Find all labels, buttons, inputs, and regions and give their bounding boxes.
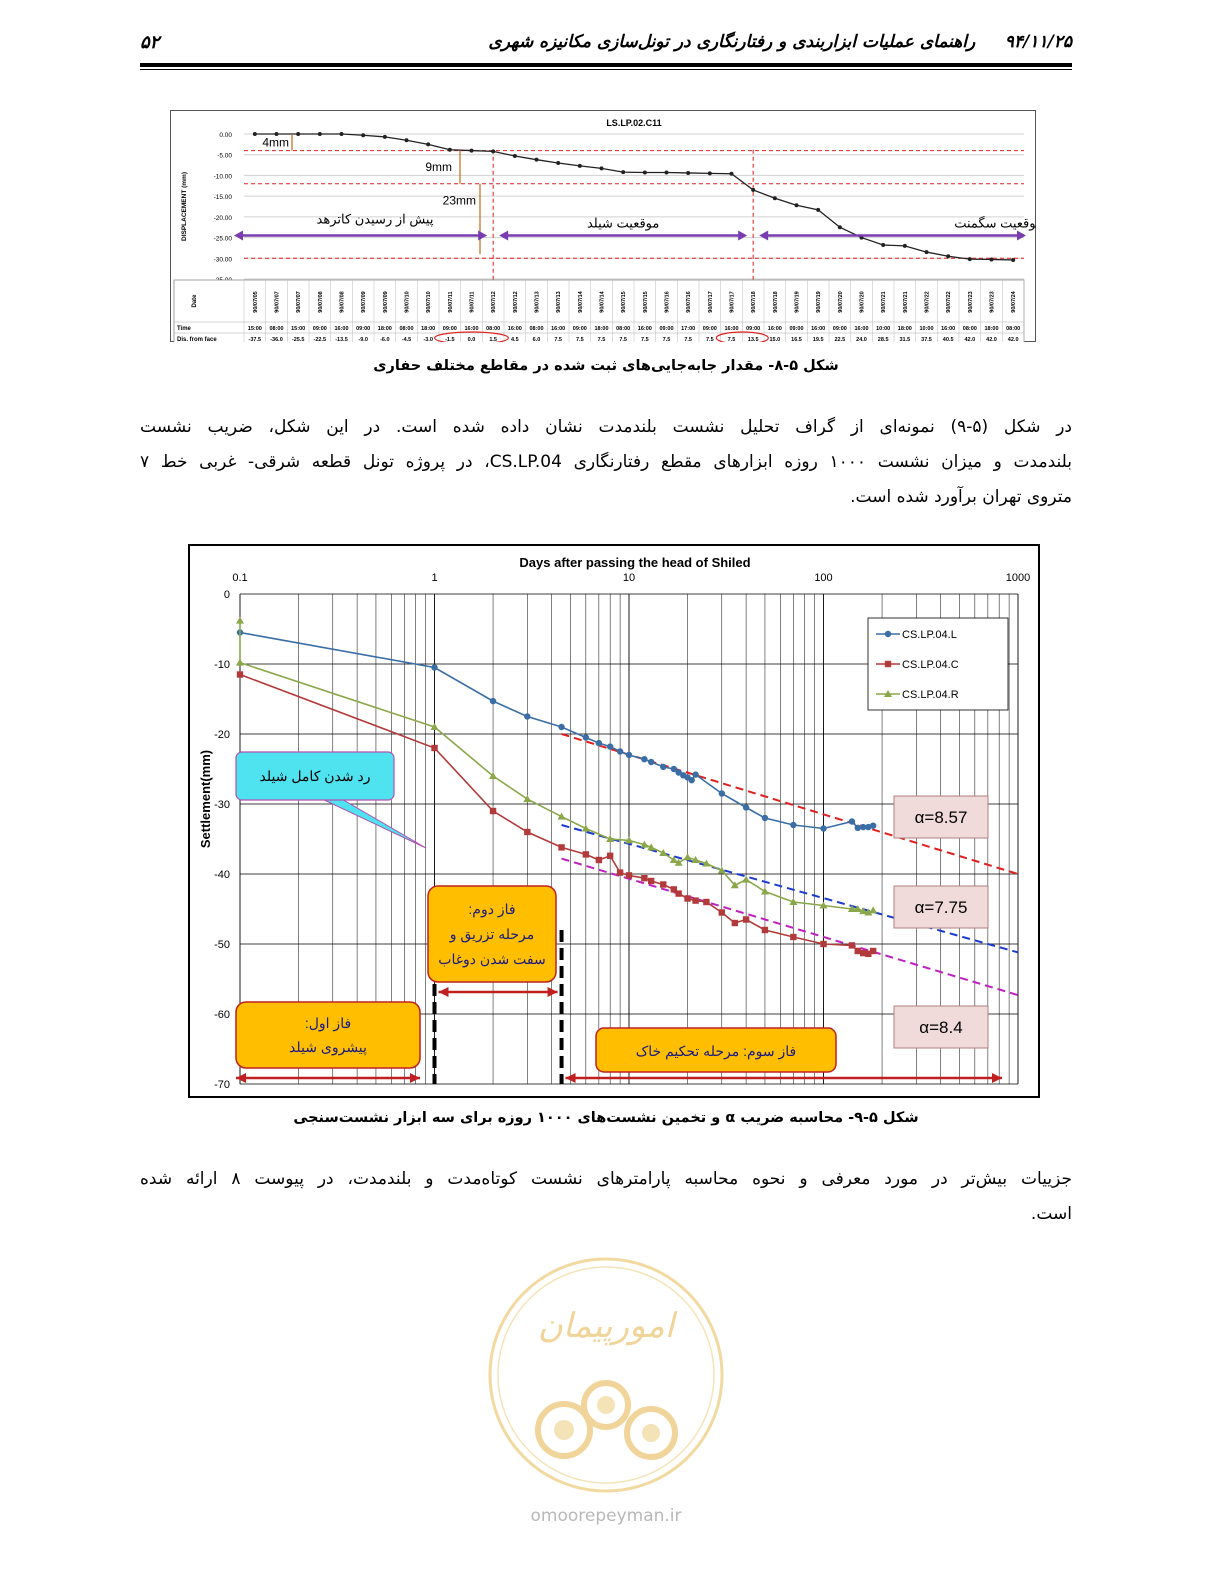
table-date: 90/07/18 — [751, 291, 758, 313]
table-distance: -22.5 — [313, 337, 327, 342]
data-point — [795, 203, 799, 207]
phase-2-label: فاز دوم: — [468, 901, 516, 917]
table-distance: -25.5 — [291, 337, 305, 342]
table-distance: -4.5 — [401, 337, 412, 342]
phase-1-range-arrow-head-right — [410, 1073, 420, 1083]
table-row-label: Dis. from face — [177, 337, 217, 342]
data-point — [703, 899, 709, 905]
data-point — [692, 897, 698, 903]
table-distance: 7.5 — [554, 337, 562, 342]
table-date: 90/07/10 — [426, 291, 433, 313]
displacement-chart — [170, 110, 1036, 342]
data-point — [583, 851, 589, 857]
table-time: 09:00 — [442, 326, 457, 332]
paragraph-1-line-2: بلندمدت و میزان نشست ۱۰۰۰ روزه ابزارهای مقطع رفتارنگاری CS.LP.04، در پروژه تونل قطعه شرقی- غربی خط ۷ — [140, 452, 1073, 472]
data-point — [881, 243, 885, 247]
data-point — [968, 257, 972, 261]
data-point — [686, 171, 690, 175]
phase-1-label: پیشروی شیلد — [289, 1039, 367, 1055]
y-tick-label: -5.00 — [217, 152, 232, 160]
data-point — [617, 869, 623, 875]
table-time: 18:00 — [594, 326, 609, 332]
data-point — [762, 927, 768, 933]
paragraph-1-line-1: در شکل (۵-۹) نمونه‌ای از گراف تحلیل نشست بلندمدت نشان داده شده است. در این شکل، ضریب نشست — [140, 417, 1072, 437]
phase-label-segment: موقعیت سگمنت — [954, 215, 1036, 231]
data-point — [855, 825, 861, 831]
legend-label: CS.LP.04.L — [902, 629, 957, 641]
table-time: 09:00 — [702, 326, 717, 332]
table-time: 08:00 — [399, 326, 414, 332]
watermark-text: امورپیمان — [537, 1307, 675, 1345]
table-time: 08:00 — [486, 326, 501, 332]
table-distance: 40.5 — [942, 337, 954, 342]
y-tick-label: -60 — [214, 1009, 230, 1021]
data-point — [607, 853, 613, 859]
data-point — [524, 713, 530, 719]
figure-1 — [170, 110, 1036, 342]
x-tick-label: 1000 — [1005, 572, 1031, 584]
table-distance: 7.5 — [576, 337, 584, 342]
table-time: 18:00 — [421, 326, 436, 332]
y-axis-label: DISPLACEMENT (mm) — [181, 172, 188, 241]
header-rule-thick — [140, 63, 1072, 67]
alpha-label: α=7.75 — [914, 898, 968, 917]
shield-passed-label: رد شدن کامل شیلد — [259, 768, 371, 784]
table-time: 16:00 — [724, 326, 739, 332]
callout-pointer — [320, 798, 426, 848]
table-time: 16:00 — [464, 326, 479, 332]
legend-marker — [885, 661, 891, 667]
table-date: 90/07/19 — [816, 291, 823, 313]
x-tick-label: 0.1 — [232, 572, 248, 584]
table-date: 90/07/16 — [664, 291, 671, 313]
table-date: 90/07/21 — [881, 291, 888, 313]
table-time: 09:00 — [312, 326, 327, 332]
data-point — [558, 724, 564, 730]
data-point — [490, 808, 496, 814]
data-point — [535, 158, 539, 162]
table-distance: -9.0 — [358, 337, 368, 342]
table-date: 90/07/09 — [361, 291, 368, 313]
data-point — [596, 857, 602, 863]
data-point — [405, 138, 409, 142]
data-point — [626, 752, 632, 758]
data-point — [431, 664, 437, 670]
data-point — [688, 777, 694, 783]
table-row-label: Date — [192, 294, 198, 308]
table-time: 09:00 — [746, 326, 761, 332]
table-date: 90/07/23 — [967, 291, 974, 313]
data-point — [617, 748, 623, 754]
data-point — [708, 171, 712, 175]
data-point — [761, 888, 769, 895]
table-time: 08:00 — [529, 326, 544, 332]
table-row-label: Time — [177, 326, 191, 332]
phase-label-shield: موقعیت شیلد — [586, 215, 660, 231]
phase-1-box — [236, 1002, 420, 1068]
table-time: 15:00 — [291, 326, 306, 332]
phase-1-range-arrow-head-left — [236, 1073, 246, 1083]
phase-1-label: فاز اول: — [304, 1015, 352, 1031]
table-time: 18:00 — [377, 326, 392, 332]
table-distance: 42.0 — [986, 337, 997, 342]
y-tick-label: -30.00 — [213, 256, 232, 264]
table-date: 90/07/22 — [946, 291, 953, 313]
data-point — [648, 759, 654, 765]
data-point — [578, 164, 582, 168]
data-point — [692, 771, 698, 777]
data-point — [296, 132, 300, 136]
table-time: 09:00 — [659, 326, 674, 332]
table-date: 90/07/11 — [447, 291, 454, 313]
phase-2-label: مرحله تزریق و — [449, 926, 535, 942]
data-point — [790, 934, 796, 940]
page-header — [140, 32, 1072, 66]
table-time: 09:00 — [789, 326, 804, 332]
data-point — [253, 132, 257, 136]
data-point — [524, 829, 530, 835]
data-point — [660, 881, 666, 887]
data-point — [946, 254, 950, 258]
table-date: 90/07/11 — [469, 291, 476, 313]
data-point — [236, 617, 244, 624]
alpha-label: α=8.57 — [914, 808, 968, 827]
data-point — [470, 149, 474, 153]
table-distance: 16.5 — [791, 337, 802, 342]
table-distance: 6.0 — [532, 337, 541, 342]
table-time: 16:00 — [551, 326, 566, 332]
data-point — [318, 132, 322, 136]
table-date: 90/07/05 — [252, 291, 259, 313]
table-date: 90/07/07 — [296, 291, 303, 313]
table-date: 90/07/08 — [339, 291, 346, 313]
data-point — [816, 208, 820, 212]
table-date: 90/07/12 — [491, 291, 498, 313]
table-distance: 28.5 — [877, 337, 889, 342]
table-distance: 7.5 — [684, 337, 692, 342]
table-distance: 4.5 — [511, 337, 519, 342]
table-date: 90/07/10 — [404, 291, 411, 313]
data-point — [665, 171, 669, 175]
table-distance: 7.5 — [641, 337, 649, 342]
dim-label-23mm: 23mm — [442, 193, 476, 208]
data-point — [820, 941, 826, 947]
header-date: ۹۴/۱۱/۲۵ — [1004, 32, 1072, 52]
table-distance: 7.5 — [597, 337, 606, 342]
table-date: 90/07/15 — [621, 291, 628, 313]
table-distance: -3.0 — [423, 337, 433, 342]
x-tick-label: 10 — [622, 572, 636, 584]
table-distance: 31.5 — [899, 337, 911, 342]
legend-label: CS.LP.04.R — [902, 689, 959, 701]
y-tick-label: -10 — [214, 659, 230, 671]
data-point — [684, 895, 690, 901]
x-tick-label: 100 — [814, 572, 833, 584]
table-date: 90/07/16 — [686, 291, 693, 313]
table-date: 90/07/12 — [512, 291, 519, 313]
table-distance: 0.0 — [467, 337, 476, 342]
paragraph-1 — [140, 410, 1072, 515]
table-date: 90/07/24 — [1011, 291, 1018, 313]
table-distance: -13.5 — [335, 337, 348, 342]
table-distance: 15.0 — [769, 337, 781, 342]
table-date: 90/07/17 — [707, 291, 714, 313]
table-time: 09:00 — [572, 326, 587, 332]
phase-2-range-arrow-head-left — [439, 987, 449, 997]
dim-label-9mm: 9mm — [425, 160, 452, 175]
table-date: 90/07/08 — [317, 291, 324, 313]
legend-label: CS.LP.04.C — [902, 659, 959, 671]
table-date: 90/07/21 — [902, 291, 909, 313]
table-time: 15:00 — [247, 326, 262, 332]
table-time: 08:00 — [616, 326, 631, 332]
data-point — [596, 740, 602, 746]
data-point — [762, 815, 768, 821]
table-distance: 22.5 — [834, 337, 846, 342]
data-point — [903, 244, 907, 248]
paragraph-1-line-3: متروی تهران برآورد شده است. — [850, 487, 1072, 507]
data-point — [751, 188, 755, 192]
data-point — [648, 878, 654, 884]
paragraph-2-line-2: است. — [1030, 1204, 1072, 1224]
table-date: 90/07/20 — [859, 291, 866, 313]
table-distance: 42.0 — [964, 337, 976, 342]
settlement-chart — [190, 546, 1038, 1096]
data-point — [743, 804, 749, 810]
table-time: 09:00 — [356, 326, 371, 332]
dim-label-4mm: 4mm — [262, 135, 289, 150]
header-title-text: راهنمای عملیات ابزاربندی و رفتارنگاری در تونل‌سازی مکانیزه شهری — [488, 32, 976, 52]
data-point — [743, 916, 749, 922]
y-axis-label: Settlement(mm) — [198, 749, 213, 849]
data-point — [1011, 258, 1015, 262]
y-tick-label: -20.00 — [213, 214, 232, 222]
y-tick-label: -20 — [214, 729, 230, 741]
table-time: 10:00 — [919, 326, 934, 332]
y-tick-label: 0.00 — [219, 132, 232, 139]
table-date: 90/07/17 — [729, 291, 736, 313]
table-date: 90/07/18 — [772, 291, 779, 313]
table-date: 90/07/22 — [924, 291, 931, 313]
paragraph-2 — [140, 1162, 1072, 1232]
data-point — [719, 909, 725, 915]
table-distance: -1.5 — [445, 337, 455, 342]
legend-marker — [885, 631, 891, 637]
table-time: 16:00 — [811, 326, 826, 332]
data-point — [730, 172, 734, 176]
page-number: ۵۲ — [140, 32, 160, 53]
data-point — [732, 920, 738, 926]
data-point — [773, 196, 777, 200]
chart-title: LS.LP.02.C11 — [606, 118, 662, 128]
data-point — [340, 132, 344, 136]
data-point — [643, 171, 647, 175]
table-time: 08:00 — [962, 326, 977, 332]
data-point — [583, 734, 589, 740]
data-point — [558, 813, 566, 820]
data-point — [870, 948, 876, 954]
y-tick-label: -25.00 — [213, 235, 232, 243]
data-point — [660, 764, 666, 770]
y-tick-label: -40 — [214, 869, 230, 881]
table-distance: 7.5 — [662, 337, 671, 342]
figure-1-caption: شکل ۵-۸- مقدار جابه‌جایی‌های ثبت شده در مقاطع مختلف حفاری — [373, 358, 839, 374]
table-time: 18:00 — [984, 326, 999, 332]
phase-3-range-arrow-head-right — [992, 1073, 1002, 1083]
y-tick-label: 0 — [223, 589, 230, 601]
phase-2-label: سفت شدن دوغاب — [438, 951, 546, 967]
data-point — [621, 170, 625, 174]
table-date: 90/07/14 — [577, 291, 584, 313]
data-point — [426, 142, 430, 146]
header-rule-thin — [140, 69, 1072, 70]
table-distance: 7.5 — [619, 337, 627, 342]
data-point — [820, 825, 826, 831]
data-point — [990, 258, 994, 262]
table-date: 90/07/19 — [794, 291, 801, 313]
table-time: 16:00 — [334, 326, 349, 332]
data-point — [849, 818, 855, 824]
table-distance: -6.0 — [380, 337, 390, 342]
table-time: 09:00 — [832, 326, 847, 332]
data-point — [556, 161, 560, 165]
table-date: 90/07/15 — [642, 291, 649, 313]
table-distance: 7.5 — [706, 337, 714, 342]
data-point — [600, 166, 604, 170]
data-point — [236, 659, 244, 666]
table-distance: -37.5 — [248, 337, 262, 342]
table-time: 17:00 — [681, 326, 696, 332]
y-tick-label: -50 — [214, 939, 230, 951]
table-time: 16:00 — [767, 326, 782, 332]
table-distance: 19.5 — [812, 337, 824, 342]
paragraph-2-line-1: جزییات بیش‌تر در مورد معرفی و نحوه محاسبه پارامترهای نشست کوتاه‌مدت و بلندمدت، در پیوست ۸ ارائه شده — [140, 1169, 1072, 1189]
watermark-url: omoorepeyman.ir — [530, 1506, 682, 1526]
data-point — [237, 671, 243, 677]
table-time: 16:00 — [507, 326, 522, 332]
table-date: 90/07/23 — [989, 291, 996, 313]
phase-2-range-arrow-head-right — [548, 987, 558, 997]
table-distance: 42.0 — [1007, 337, 1019, 342]
y-tick-label: -15.00 — [213, 194, 232, 202]
watermark-logo — [486, 1255, 726, 1495]
header-title — [488, 32, 1072, 52]
data-point — [626, 872, 632, 878]
table-distance: -36.0 — [270, 337, 283, 342]
data-point — [491, 149, 495, 153]
table-date: 90/07/07 — [274, 291, 281, 313]
table-time: 08:00 — [269, 326, 284, 332]
figure-2-caption: شکل ۵-۹- محاسبه ضریب α و تخمین نشست‌های ۱۰۰۰ روزه برای سه ابزار نشست‌سنجی — [293, 1110, 919, 1126]
table-distance: 7.5 — [727, 337, 736, 342]
data-point — [383, 135, 387, 139]
phase-3-label: فاز سوم: مرحله تحکیم خاک — [635, 1043, 797, 1059]
table-time: 16:00 — [941, 326, 956, 332]
table-distance: 24.0 — [856, 337, 867, 342]
phase-label-before: پیش از رسیدن کاترهد — [316, 211, 434, 227]
table-date: 90/07/09 — [382, 291, 389, 313]
data-point — [641, 875, 647, 881]
table-distance: 1.5 — [489, 337, 497, 342]
chart-title: Days after passing the head of Shiled — [519, 555, 751, 570]
data-point — [490, 698, 496, 704]
table-distance: 13.5 — [747, 337, 759, 342]
table-distance: 37.5 — [921, 337, 932, 342]
y-tick-label: -30 — [214, 799, 230, 811]
data-point — [869, 906, 877, 913]
data-point — [849, 942, 855, 948]
table-time: 10:00 — [876, 326, 891, 332]
x-tick-label: 1 — [431, 572, 438, 584]
data-point — [431, 745, 437, 751]
data-point — [558, 844, 564, 850]
table-time: 08:00 — [1006, 326, 1021, 332]
table-time: 18:00 — [897, 326, 912, 332]
table-date: 90/07/13 — [556, 291, 563, 313]
data-point — [448, 148, 452, 152]
data-point — [719, 790, 725, 796]
data-point — [641, 756, 647, 762]
data-point — [675, 890, 681, 896]
data-point — [925, 250, 929, 254]
data-point — [523, 795, 531, 802]
data-point — [513, 154, 517, 158]
data-point — [361, 133, 365, 137]
data-point — [684, 853, 692, 860]
table-time: 16:00 — [637, 326, 652, 332]
y-tick-label: -10.00 — [213, 173, 232, 181]
data-point — [607, 743, 613, 749]
table-time: 16:00 — [854, 326, 869, 332]
alpha-label: α=8.4 — [919, 1018, 963, 1037]
data-point — [870, 823, 876, 829]
figure-2 — [188, 544, 1040, 1098]
data-point — [838, 225, 842, 229]
table-date: 90/07/20 — [837, 291, 844, 313]
data-point — [855, 948, 861, 954]
data-point — [790, 822, 796, 828]
table-date: 90/07/13 — [534, 291, 541, 313]
table-date: 90/07/14 — [599, 291, 606, 313]
y-tick-label: -70 — [214, 1079, 230, 1091]
